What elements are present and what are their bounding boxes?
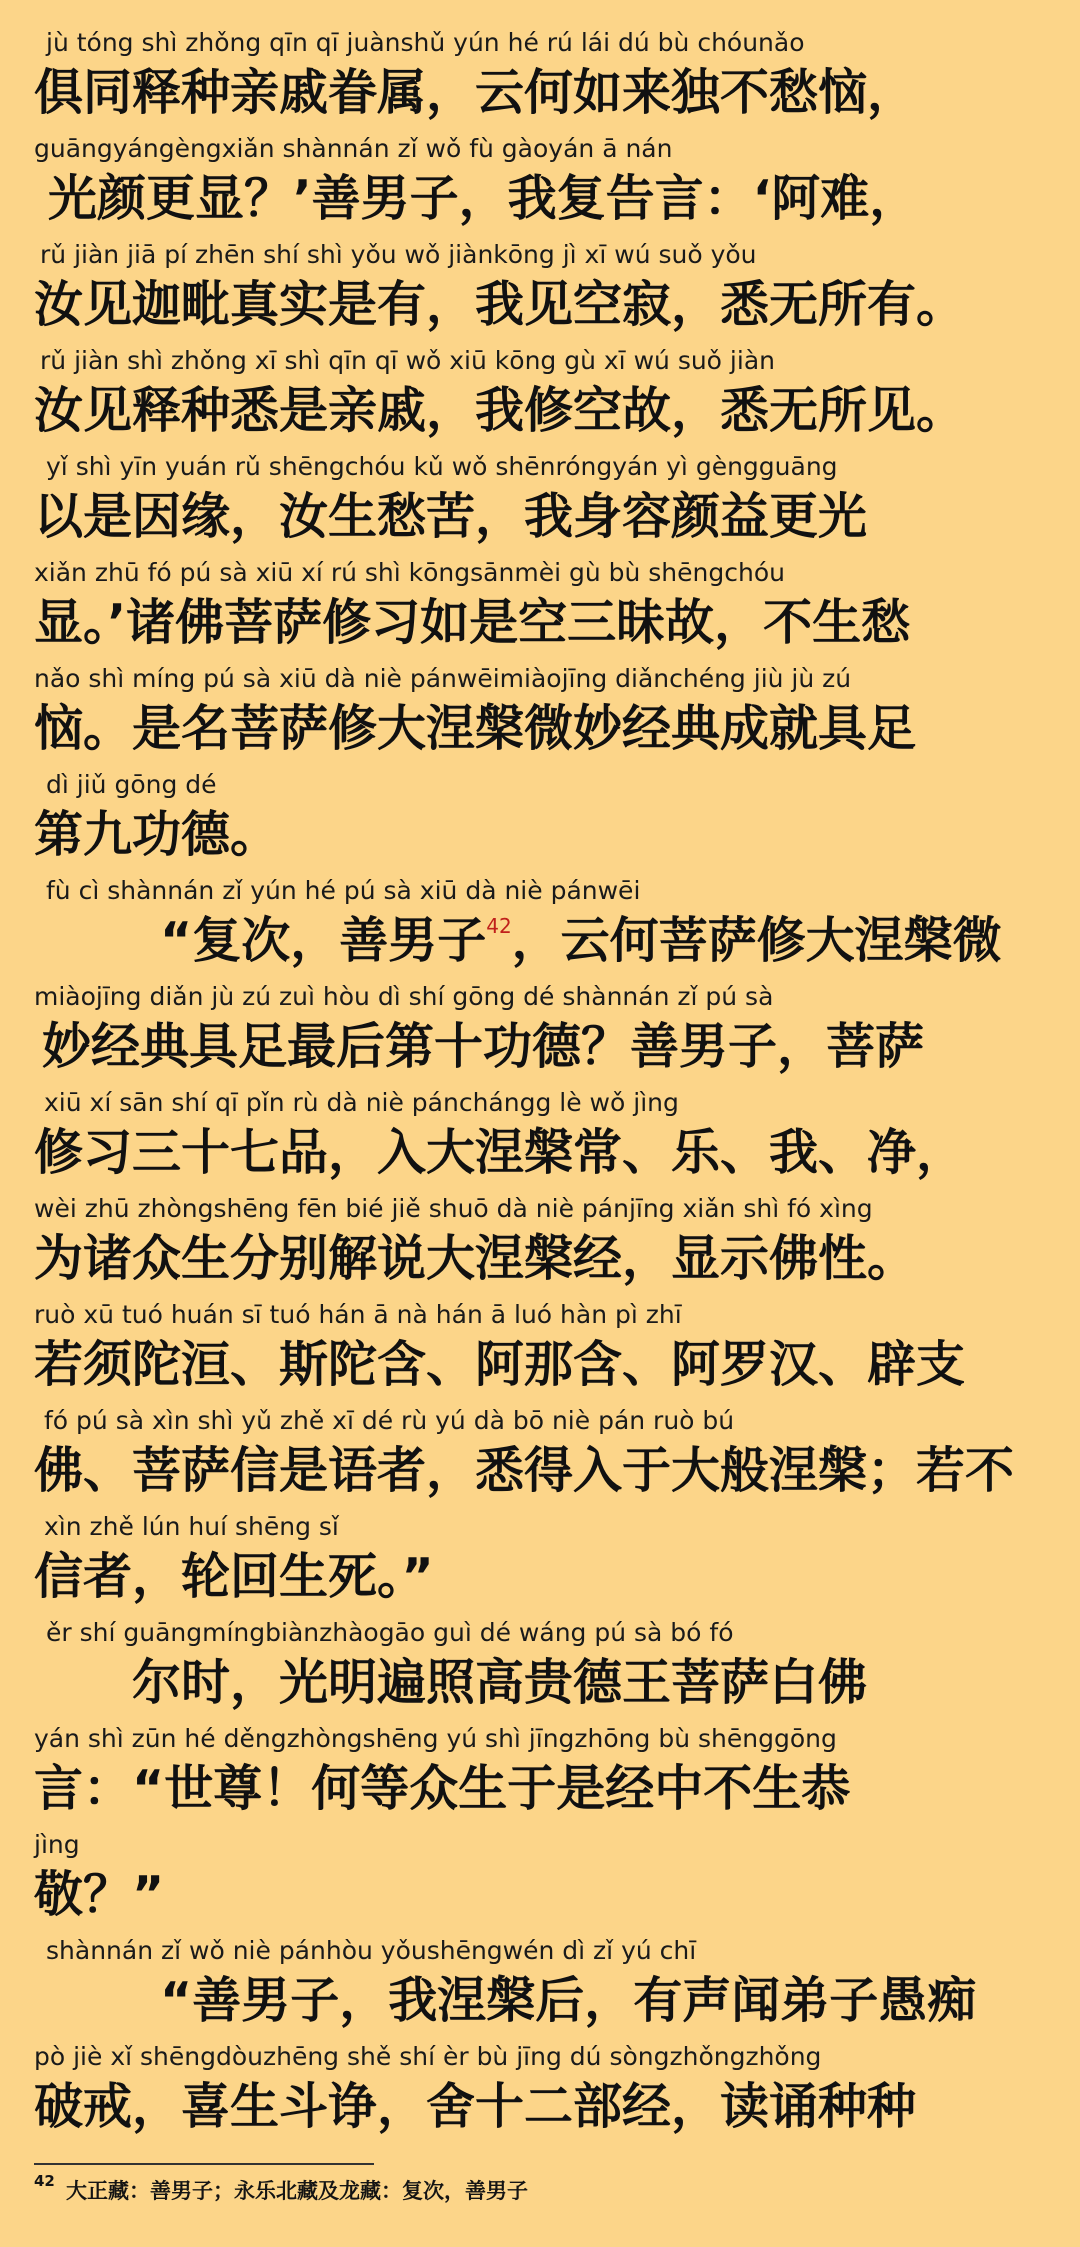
text-line [0,1406,1080,1516]
pinyin-row: yǐ shì yīn yuán rǔ shēngchóu kǔ wǒ shēnróngyán yì gèngguāng [46,452,838,481]
text-line [0,1088,1080,1198]
text-line [0,28,1080,138]
text-line [0,1618,1080,1728]
hanzi-row: 若须陀洹、斯陀含、阿那含、阿罗汉、辟支 [34,1336,966,1393]
footnote-text: 大正藏：善男子；永乐北藏及龙藏：复次，善男子 [66,2178,528,2203]
hanzi-row: 妙经典具足最后第十功德？善男子，菩萨 [42,1018,925,1075]
text-line [0,346,1080,456]
hanzi-row: “善男子，我涅槃后，有声闻弟子愚痴 [160,1972,977,2029]
pinyin-row: xìn zhě lún huí shēng sǐ [44,1512,339,1541]
pinyin-row: dì jiǔ gōng dé [46,770,217,799]
text-line [0,1512,1080,1622]
hanzi-row: 言：“世尊！何等众生于是经中不生恭 [34,1760,851,1817]
hanzi-row: 第九功德。 [34,806,280,863]
pinyin-row: yán shì zūn hé děngzhòngshēng yú shì jīngzhōng bù shēnggōng [34,1724,837,1753]
pinyin-row: shànnán zǐ wǒ niè pánhòu yǒushēngwén dì zǐ yú chī [46,1936,697,1965]
pinyin-row: ruò xū tuó huán sī tuó hán ā nà hán ā luó hàn pì zhī [34,1300,682,1329]
text-line [0,1300,1080,1410]
pinyin-row: jìng [34,1830,80,1859]
text-line [0,134,1080,244]
text-line [0,2042,1080,2152]
hanzi-row: 显。’诸佛菩萨修习如是空三昧故，不生愁 [34,594,911,651]
hanzi-row: 佛、菩萨信是语者，悉得入于大般涅槃；若不 [34,1442,1015,1499]
pinyin-row: pò jiè xǐ shēngdòuzhēng shě shí èr bù jīng dú sòngzhǒngzhǒng [34,2042,822,2071]
hanzi-row: 破戒，喜生斗诤，舍十二部经，读诵种种 [34,2078,917,2135]
pinyin-row: xiū xí sān shí qī pǐn rù dà niè pánchángg lè wǒ jìng [44,1088,679,1117]
pinyin-row: rǔ jiàn jiā pí zhēn shí shì yǒu wǒ jiànkōng jì xī wú suǒ yǒu [40,240,757,269]
hanzi-row: 汝见迦毗真实是有，我见空寂，悉无所有。 [34,276,966,333]
text-line [0,1194,1080,1304]
hanzi-row: 敬？” [34,1866,165,1923]
pinyin-row: jù tóng shì zhǒng qīn qī juànshǔ yún hé rú lái dú bù chóunǎo [46,28,805,57]
pinyin-row: fó pú sà xìn shì yǔ zhě xī dé rù yú dà bō niè pán ruò bú [44,1406,735,1435]
text-line [0,1724,1080,1834]
text-line [0,1936,1080,2046]
pinyin-row: xiǎn zhū fó pú sà xiū xí rú shì kōngsānmèi gù bù shēngchóu [34,558,785,587]
hanzi-segment: “复次，善男子 [160,912,487,969]
text-line [0,558,1080,668]
hanzi-row: 汝见释种悉是亲戚，我修空故，悉无所见。 [34,382,966,439]
hanzi-row: 俱同释种亲戚眷属，云何如来独不愁恼， [34,64,917,121]
pinyin-row: miàojīng diǎn jù zú zuì hòu dì shí gōng dé shànnán zǐ pú sà [34,982,774,1011]
text-line [0,770,1080,880]
text-line [0,240,1080,350]
text-line [0,1830,1080,1940]
text-line [0,664,1080,774]
hanzi-row: 恼。是名菩萨修大涅槃微妙经典成就具足 [34,700,917,757]
hanzi-row [160,906,1002,976]
pinyin-row: ěr shí guāngmíngbiànzhàogāo guì dé wáng pú sà bó fó [46,1618,734,1647]
hanzi-row: 修习三十七品，入大涅槃常、乐、我、净， [34,1124,966,1181]
pinyin-row: guāngyángèngxiǎn shànnán zǐ wǒ fù gàoyán ā nán [34,134,673,163]
text-line [0,452,1080,562]
hanzi-segment: ，云何菩萨修大涅槃微 [511,912,1002,969]
footnote-reference[interactable]: 42 [486,914,512,938]
hanzi-row: 尔时，光明遍照高贵德王菩萨白佛 [34,1654,868,1711]
pinyin-row: nǎo shì míng pú sà xiū dà niè pánwēimiàojīng diǎnchéng jiù jù zú [34,664,852,693]
hanzi-row: 以是因缘，汝生愁苦，我身容颜益更光 [34,488,868,545]
text-line [0,982,1080,1092]
hanzi-row: 光颜更显？’善男子，我复告言：‘阿难， [48,170,919,227]
footnote-number: 42 [34,2172,55,2190]
pinyin-row: rǔ jiàn shì zhǒng xī shì qīn qī wǒ xiū kōng gù xī wú suǒ jiàn [40,346,775,375]
hanzi-row: 信者，轮回生死。” [34,1548,434,1605]
pinyin-row: fù cì shànnán zǐ yún hé pú sà xiū dà niè pánwēi [46,876,641,905]
pinyin-row: wèi zhū zhòngshēng fēn bié jiě shuō dà niè pánjīng xiǎn shì fó xìng [34,1194,873,1223]
footnote-divider [34,2163,374,2165]
hanzi-row: 为诸众生分别解说大涅槃经，显示佛性。 [34,1230,917,1287]
text-line [0,876,1080,986]
